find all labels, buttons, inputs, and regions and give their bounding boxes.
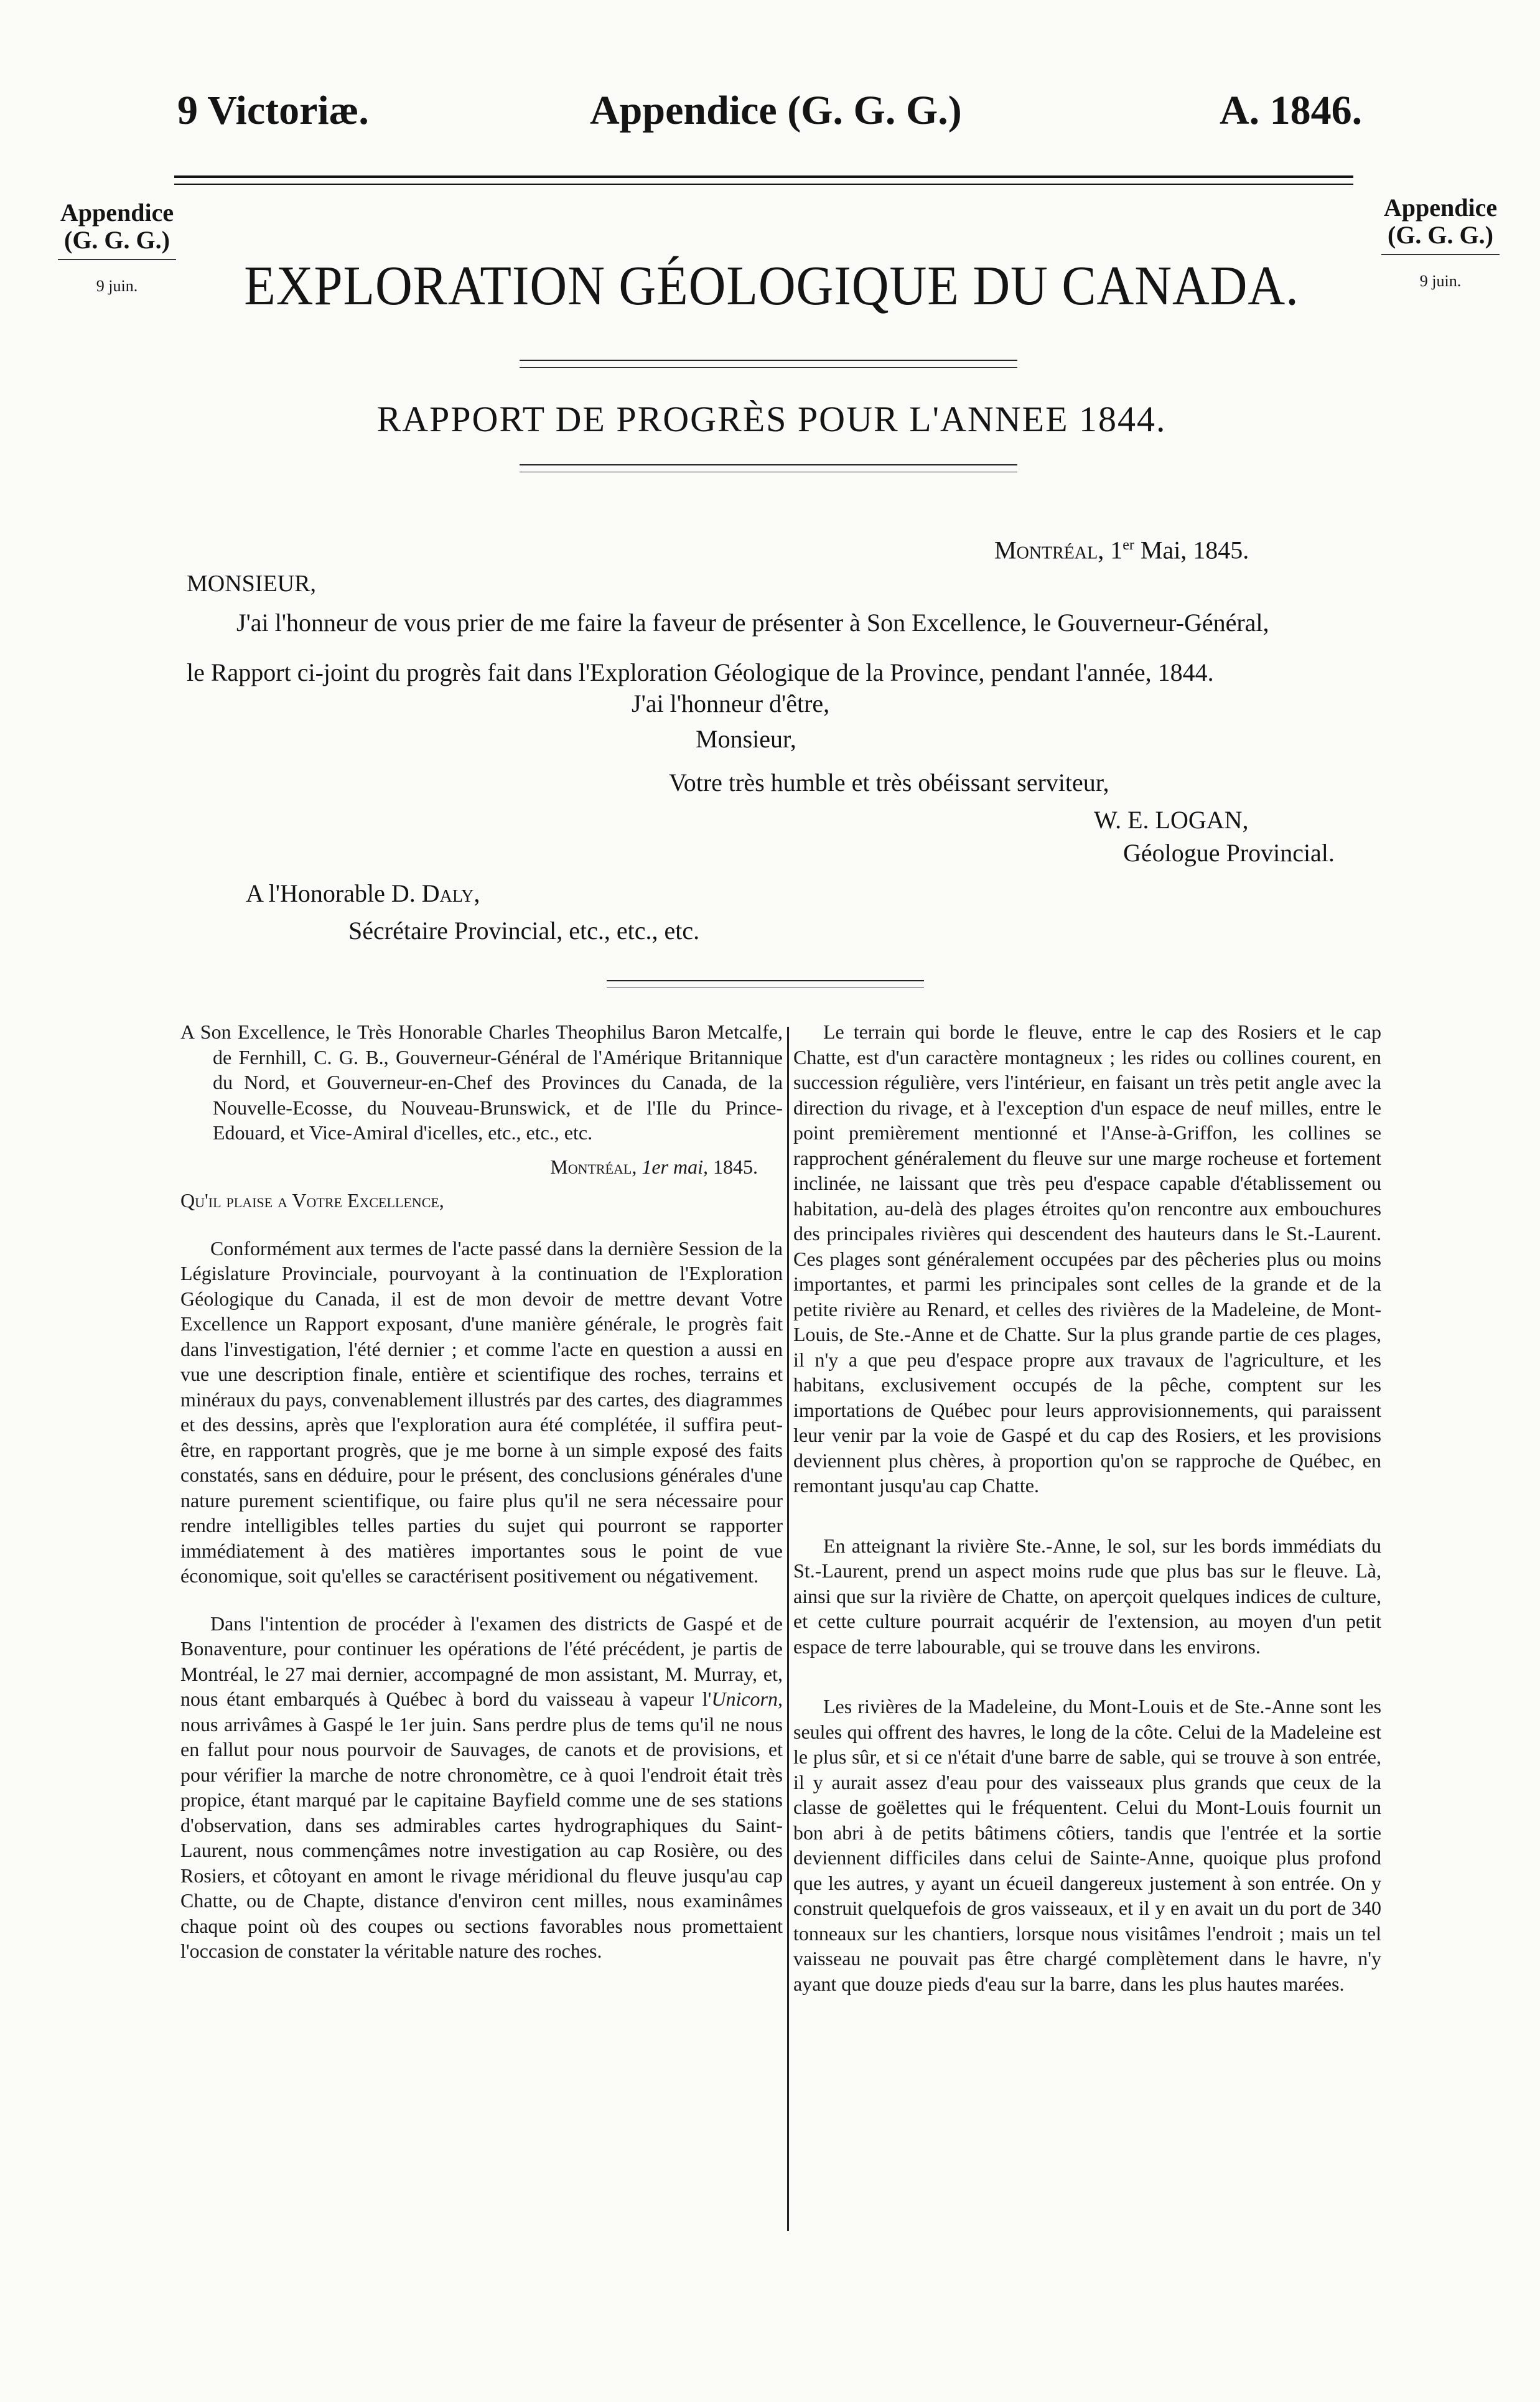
letter-addressee2: Sécrétaire Provincial, etc., etc., etc. [348,917,700,945]
margin-note-right [1369,194,1512,295]
header-rule-thin [174,184,1353,185]
main-title: EXPLORATION GÉOLOGIQUE DU CANADA. [244,255,1299,317]
letter-divider [607,980,924,988]
letter-closing3: Votre très humble et très obéissant serviteur, [669,769,1109,797]
margin-note-right-brace [1381,254,1500,255]
left-paragraph-2-b: , nous arrivâmes à Gaspé le 1er juin. Sans perdre plus de tems qu'il ne nous en fallut pour nous pourvoir de Sauvages, de canots et de provisions, et pour vérifier la marche de notre chronomètre, ce à quoi l'endroit était très propice, étant marqué par le capitaine Bayfield comme une de ses stations d'observation, dans ses admirables cartes hydrographiques du Saint-Laurent, nous commençâmes notre investigation au cap Rosière, ou des Rosiers, et côtoyant en amont le rivage méridional du fleuve jusqu'au cap Chatte, ou de Chapte, distance d'environ cent milles, nous examinâmes chaque point où des coupes ou sections favorables nous promettaient l'occasion de constater la véritable nature des roches. [180,1688,783,1962]
column-separator [787,1027,789,2231]
letter-dateline-rest: Mai, 1845. [1134,536,1249,564]
right-paragraph-3: Les rivières de la Madeleine, du Mont-Louis et de Ste.-Anne sont les seules qui offrent des havres, le long de la côte. Celui de la Madeleine est le plus sûr, et si ce n'était d'une barre de sable, qui se trouve à son entrée, il y aurait assez d'eau pour des vaisseaux plus grands que ceux de la classe de goëlettes qui le fréquentent. Celui du Mont-Louis fournit un bon abri à de petits bâtimens côtiers, tandis que l'entrée et la sortie deviennent difficiles dans celui de Sainte-Anne, quoique plus profond que les autres, y ayant un écueil dangereux justement à son entrée. On y construit quelquefois de gros vaisseaux, et il y en avait un du port de 340 tonneaux sur les chantiers, lorsque nous visitâmes l'endroit ; mais un tel vaisseau ne pouvait pas être chargé complètement dans le havre, n'y ayant que douze pieds d'eau sur la barre, dans les plus hautes marées. [793,1695,1381,1995]
left-column [180,1019,783,1964]
margin-note-right-date: 9 juin. [1419,272,1462,290]
title-divider [520,360,1017,368]
sub-title: RAPPORT DE PROGRÈS POUR L'ANNEE 1844. [376,399,1167,439]
margin-note-right-line1: Appendice [1383,194,1498,222]
margin-note-left-brace [58,259,176,260]
running-head-right: A. 1846. [1220,88,1363,133]
letter-closing1: J'ai l'honneur d'être, [632,689,830,717]
subtitle-divider [520,464,1017,472]
dedication-address: A Son Excellence, le Très Honorable Charles Theophilus Baron Metcalfe, de Fernhill, C. G. B., Gouverneur-Général de l'Amérique Britannique du Nord, et Gouverneur-en-Chef des Provinces du Canada, de la Nouvelle-Ecosse, du Nouveau-Brunswick, et de l'Ile du Prince-Edouard, et Vice-Amiral d'icelles, etc., etc., etc. [180,1021,783,1144]
letter-addressee1-name: Daly, [421,879,480,907]
dedication-dateline-date: 1er mai, [637,1155,708,1178]
margin-note-left-date: 9 juin. [96,277,138,295]
dedication-dateline-year: 1845. [708,1155,758,1178]
running-head-center: Appendice (G. G. G.) [590,88,962,133]
dedication-salutation: Qu'il plaise a Votre Excellence, [180,1189,444,1212]
letter-salutation: MONSIEUR, [187,571,316,597]
letter-addressee1 [246,877,480,910]
letter-dateline [994,529,1249,566]
letter-dateline-day: 1 [1110,536,1123,564]
letter-signature: W. E. LOGAN, [1094,806,1249,834]
right-column [793,1019,1381,1996]
dedication-dateline-place: Montréal, [550,1155,637,1178]
left-paragraph-2 [180,1611,783,1964]
header-rule [174,175,1353,178]
right-paragraph-2: En atteignant la rivière Ste.-Anne, le sol, sur les bords immédiats du St.-Laurent, prend un aspect moins rude que plus bas sur le fleuve. Là, ainsi que sur la rivière de Chatte, on aperçoit quelques indices de culture, et cette culture pourrait acquérir de l'extension, au moyen d'un petit espace de terre labourable, qui se trouve dans les environs. [793,1534,1381,1658]
letter-body-line1: J'ai l'honneur de vous prier de me faire la faveur de présenter à Son Excellence, le Gouverneur-Général, [236,609,1269,637]
running-head-left: 9 Victoriæ. [177,88,369,133]
margin-note-right-line2: (G. G. G.) [1388,221,1493,249]
margin-note-left-line1: Appendice [60,199,174,227]
letter-closing2: Monsieur, [696,725,796,753]
letter-body-line2: le Rapport ci-joint du progrès fait dans l'Exploration Géologique de la Province, pendant l'année, 1844. [187,658,1214,686]
margin-note-left-line2: (G. G. G.) [64,226,170,254]
left-paragraph-2-a: Dans l'intention de procéder à l'examen des districts de Gaspé et de Bonaventure, pour continuer les opérations de l'été précédent, je partis de Montréal, le 27 mai dernier, accompagné de mon assistant, M. Murray, et, nous étant embarqués à Québec à bord du vaisseau à vapeur l' [180,1612,783,1710]
right-paragraph-1: Le terrain qui borde le fleuve, entre le cap des Rosiers et le cap Chatte, est d'un caractère montagneux ; les rides ou collines courent, en succession régulière, vers l'intérieur, en faisant un très petit angle avec la direction du rivage, et à l'exception d'un espace de neuf milles, entre le point premièrement mentionné et l'Anse-à-Griffon, les collines se rapprochent généralement du fleuve sur une marge rocheuse et fortement inclinée, ne laissant que très peu d'espace capable d'établissement ou habitation, au-delà des plages étroites qu'on rencontre aux embouchures des principales rivières qui descendent des hauteurs dans le St.-Laurent. Ces plages sont généralement occupées par des pêcheries plus ou moins importantes, et parmi les principales sont celles de la grande et de la petite rivière au Renard, et celles des rivières de la Madeleine, de Mont-Louis, de Ste.-Anne et de Chatte. Sur la plus grande partie de ces plages, il n'y a que peu d'espace propre aux travaux de l'agriculture, et les habitans, exclusivement occupés de la pêche, comptent sur les importations de Québec pour leurs approvisionnements, qui paraissent leur venir par la voie de Gaspé et du cap des Rosiers, et les provisions deviennent plus chères, à proportion qu'on se rapproche de Québec, en remontant jusqu'au cap Chatte. [793,1021,1381,1497]
left-paragraph-2-ship: Unicorn [711,1688,778,1710]
dedication-dateline [180,1154,783,1180]
letter-dateline-place: Montréal, [994,536,1104,564]
letter-signature-title: Géologue Provincial. [1123,839,1335,867]
margin-note-left [49,199,185,300]
letter-addressee1-pre: A l'Honorable D. [246,879,422,907]
letter-dateline-sup: er [1122,537,1134,553]
left-paragraph-1: Conformément aux termes de l'acte passé dans la dernière Session de la Législature Provinciale, pourvoyant à la continuation de l'Exploration Géologique du Canada, il est de mon devoir de mettre devant Votre Excellence un Rapport exposant, d'une manière générale, le progrès fait dans l'investigation, l'été dernier ; et comme l'acte en question a aussi en vue une description finale, entière et scientifique des roches, terrains et minéraux du pays, convenablement illustrés par des cartes, des diagrammes et des dessins, après que l'exploration aura été complétée, il suffira peut-être, en rapportant progrès, que je me borne à un simple exposé des faits constatés, sans en déduire, pour le présent, des conclusions générales d'une nature purement scientifique, ou faire plus qu'il ne sera nécessaire pour rendre intelligibles telles parties du sujet qui pourront se rapporter immédiatement à des matières importantes sous le point de vue économique, soit qu'elles se caractérisent positivement ou négativement. [180,1236,783,1587]
